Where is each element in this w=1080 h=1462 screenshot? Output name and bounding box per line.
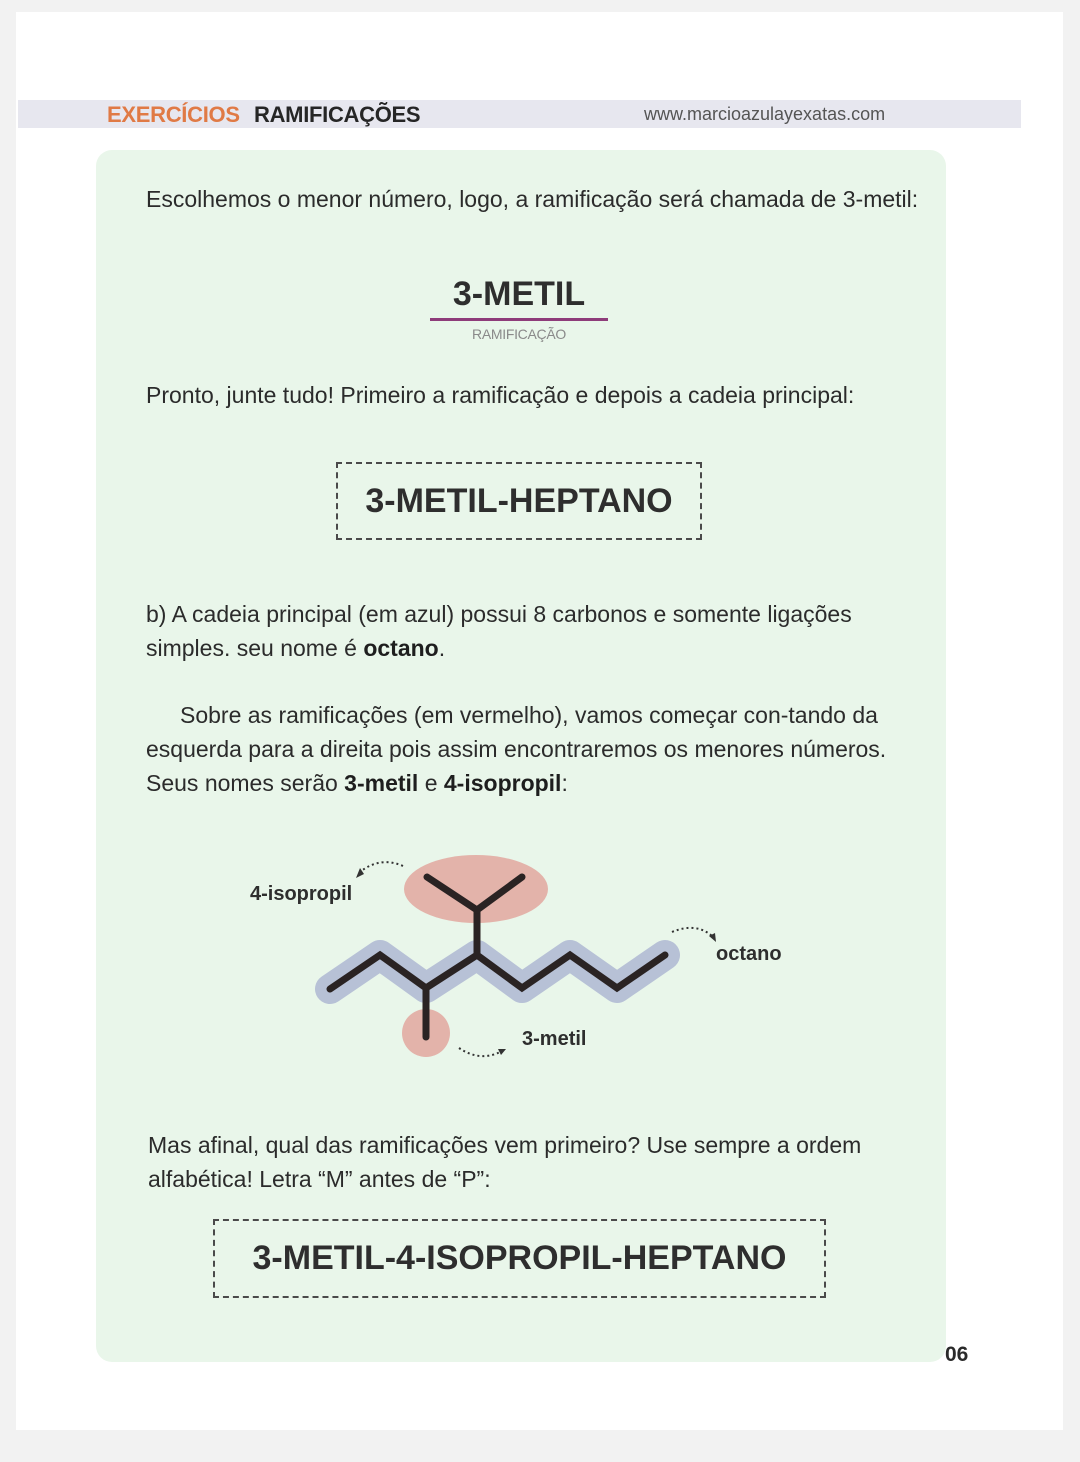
isopropyl-arrowhead-icon [356, 868, 364, 878]
para4-end: : [561, 770, 568, 796]
para4-text: Sobre as ramificações (em vermelho), vamos começar con-tando da esquerda para a direita pois assim encontraremos os menores números. Seus nomes serão [146, 702, 887, 796]
ramification-caption: RAMIFICAÇÃO [472, 326, 566, 342]
methyl-arrowhead-icon [498, 1049, 506, 1055]
answer-b-text: 3-METIL-4-ISOPROPIL-HEPTANO [252, 1239, 787, 1277]
answer-a-text: 3-METIL-HEPTANO [365, 481, 673, 520]
answer-box-b [213, 1219, 826, 1298]
header-website-link[interactable]: www.marcioazulayexatas.com [644, 104, 886, 124]
para4-middle: e [418, 770, 444, 796]
para3-text: b) A cadeia principal (em azul) possui 8 carbonos e somente ligações simples. seu nome é [146, 601, 852, 661]
para4-bold-metil: 3-metil [344, 770, 419, 796]
octano-arrow-icon [672, 928, 712, 936]
para4-bold-isopropil: 4-isopropil [443, 770, 562, 796]
label-octano: octano [716, 943, 782, 965]
header-topic-title: RAMIFICAÇÕES [254, 102, 421, 127]
isopropyl-arrow-icon [360, 862, 403, 872]
ramification-name: 3-METIL [452, 275, 586, 313]
label-3-metil: 3-metil [522, 1028, 587, 1050]
page-number: 06 [945, 1343, 969, 1366]
paragraph-join-all: Pronto, junte tudo! Primeiro a ramificação e depois a cadeia principal: [146, 382, 855, 408]
paragraph-choose-lowest: Escolhemos o menor número, logo, a ramificação será chamada de 3-metil: [146, 186, 919, 212]
paragraph-alphabetical-order: Mas afinal, qual das ramificações vem primeiro? Use sempre a ordem alfabética! Letra “M” antes de “P”: [148, 1132, 862, 1192]
header-section-label: EXERCÍCIOS [107, 102, 240, 127]
para3-end: . [438, 635, 446, 661]
methyl-arrow-icon [459, 1048, 500, 1056]
para3-bold-octano: octano [363, 635, 439, 661]
label-4-isopropil: 4-isopropil [250, 883, 353, 905]
